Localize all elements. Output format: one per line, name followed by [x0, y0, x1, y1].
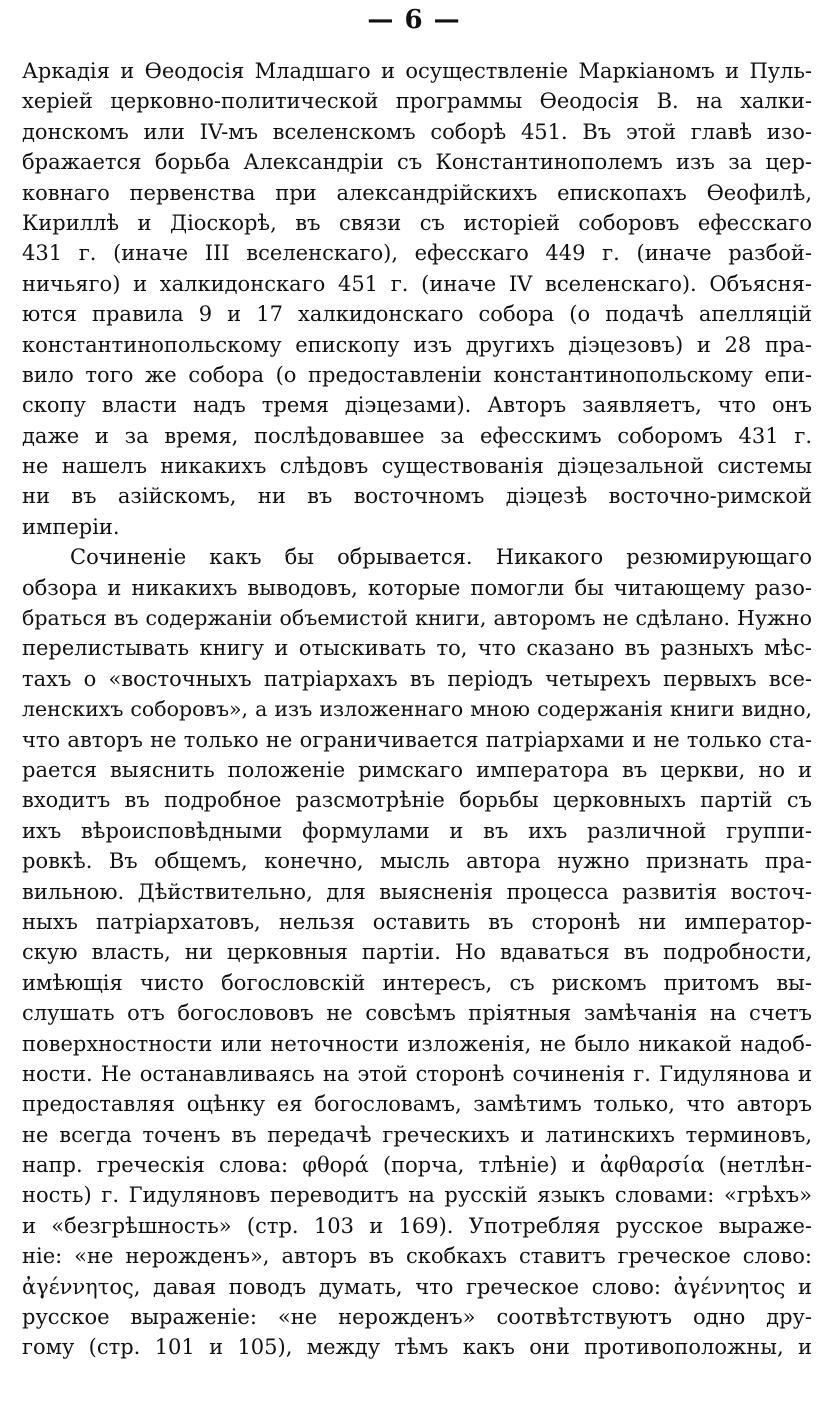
text-line: Кириллѣ и Діоскорѣ, въ связи съ исторіей соборовъ ефесскаго [22, 210, 812, 235]
paragraph-1 [22, 56, 812, 542]
text-line: скую власть, ни церковныя партіи. Но вдаваться въ подробности, [22, 940, 812, 965]
text-line: бражается борьба Александріи съ Константинополемъ изъ за цер- [22, 150, 812, 175]
text-line: ныхъ патріархатовъ, нельзя оставить въ сторонѣ ни император- [22, 909, 812, 934]
text-line: предоставляя оцѣнку ея богословамъ, замѣтимъ только, что авторъ [22, 1092, 812, 1117]
text-line: Аркадія и Өеодосія Младшаго и осуществленіе Маркіаномъ и Пуль- [22, 59, 812, 83]
text-line: Сочиненіе какъ бы обрывается. Никакого резюмирующаго [70, 545, 812, 570]
text-line: донскомъ или IV-мъ вселенскомъ соборѣ 451. Въ этой главѣ изо- [22, 119, 812, 144]
text-line: ковнаго первенства при александрійскихъ епископахъ Өеофилѣ, [22, 180, 812, 205]
text-line: вильною. Дѣйствительно, для выясненія процесса развитія восточ- [22, 879, 812, 904]
text-line: ности. Не останавливаясь на этой сторонѣ сочиненія г. Гидулянова и [22, 1061, 812, 1086]
text-line: перелистывать книгу и отыскивать то, что сказано въ разныхъ мѣс- [22, 636, 812, 661]
text-line: поверхностности или неточности изложенія, не было никакой надоб- [22, 1031, 812, 1056]
text-line: русское выраженіе: «не нерожденъ» соотвѣтствуютъ одно дру- [22, 1305, 812, 1330]
text-line: обзора и никакихъ выводовъ, которые помогли бы читающему разо- [22, 575, 812, 600]
text-line: вило того же собора (о предоставленіи константинопольскому епи- [22, 362, 812, 387]
text-line: что авторъ не только не ограничивается патріархами и не только ста- [22, 727, 812, 752]
text-line: ἀγέννητος, давая поводъ думать, что греческое слово: ἀγέννητος и [22, 1274, 812, 1299]
text-line: ни въ азійскомъ, ни въ восточномъ діэцезѣ восточно-римской [22, 484, 812, 509]
text-line: гому (стр. 101 и 105), между тѣмъ какъ они противоположны, и [22, 1335, 812, 1360]
text-line: ничьяго) и халкидонскаго 451 г. (иначе IV вселенскаго). Объясня- [22, 271, 812, 296]
text-line: и «безгрѣшность» (стр. 103 и 169). Употребляя русское выраже- [22, 1213, 812, 1238]
text-line: напр. греческія слова: φθορά (порча, тлѣніе) и ἀφθαρσία (нетлѣн- [22, 1153, 812, 1178]
text-line: херіей церковно-политической программы Өеодосія В. на халки- [22, 89, 812, 114]
text-line: рается выяснить положеніе римскаго императора въ церкви, но и [22, 757, 812, 782]
text-line: ются правила 9 и 17 халкидонскаго собора (о подачѣ апелляцій [22, 302, 812, 327]
text-line: имперіи. [22, 514, 120, 539]
body-text [22, 56, 812, 1363]
text-line: браться въ содержаніи объемистой книги, авторомъ не сдѣлано. Нужно [22, 606, 812, 631]
text-line: тахъ о «восточныхъ патріархахъ въ періодъ четырехъ первыхъ все- [22, 666, 812, 691]
text-line: ніе: «не нерожденъ», авторъ въ скобкахъ ставитъ греческое слово: [22, 1244, 812, 1269]
page-number: — 6 — [367, 5, 461, 35]
text-line: константинопольскому епископу изъ другихъ діэцезовъ) и 28 пра- [22, 332, 812, 357]
text-line: ровкѣ. Въ общемъ, конечно, мысль автора нужно признать пра- [22, 849, 812, 874]
text-line: не всегда точенъ въ передачѣ греческихъ и латинскихъ терминовъ, [22, 1122, 812, 1147]
text-line: не нашелъ никакихъ слѣдовъ существованія діэцезальной системы [22, 454, 812, 479]
text-line: даже и за время, послѣдовавшее за ефесскимъ соборомъ 431 г. [22, 423, 812, 448]
text-line: имѣющія чисто богословскій интересъ, съ рискомъ притомъ вы- [22, 970, 812, 995]
text-line: ихъ вѣроисповѣдными формулами и въ ихъ различной группи- [22, 818, 812, 843]
text-line: ленскихъ соборовъ», а изъ изложеннаго мною содержанія книги видно, [22, 697, 812, 722]
text-line: слушать отъ богослововъ не совсѣмъ пріятныя замѣчанія на счетъ [22, 1001, 812, 1026]
text-line: скопу власти надъ тремя діэцезами). Авторъ заявляетъ, что онъ [22, 393, 812, 418]
text-line: ность) г. Гидуляновъ переводитъ на русскій языкъ словами: «грѣхъ» [22, 1183, 812, 1208]
text-line: входитъ въ подробное разсмотрѣніе борьбы церковныхъ партій съ [22, 788, 812, 813]
paragraph-2 [22, 542, 812, 1363]
text-line: 431 г. (иначе III вселенскаго), ефесскаго 449 г. (иначе разбой- [22, 241, 812, 266]
